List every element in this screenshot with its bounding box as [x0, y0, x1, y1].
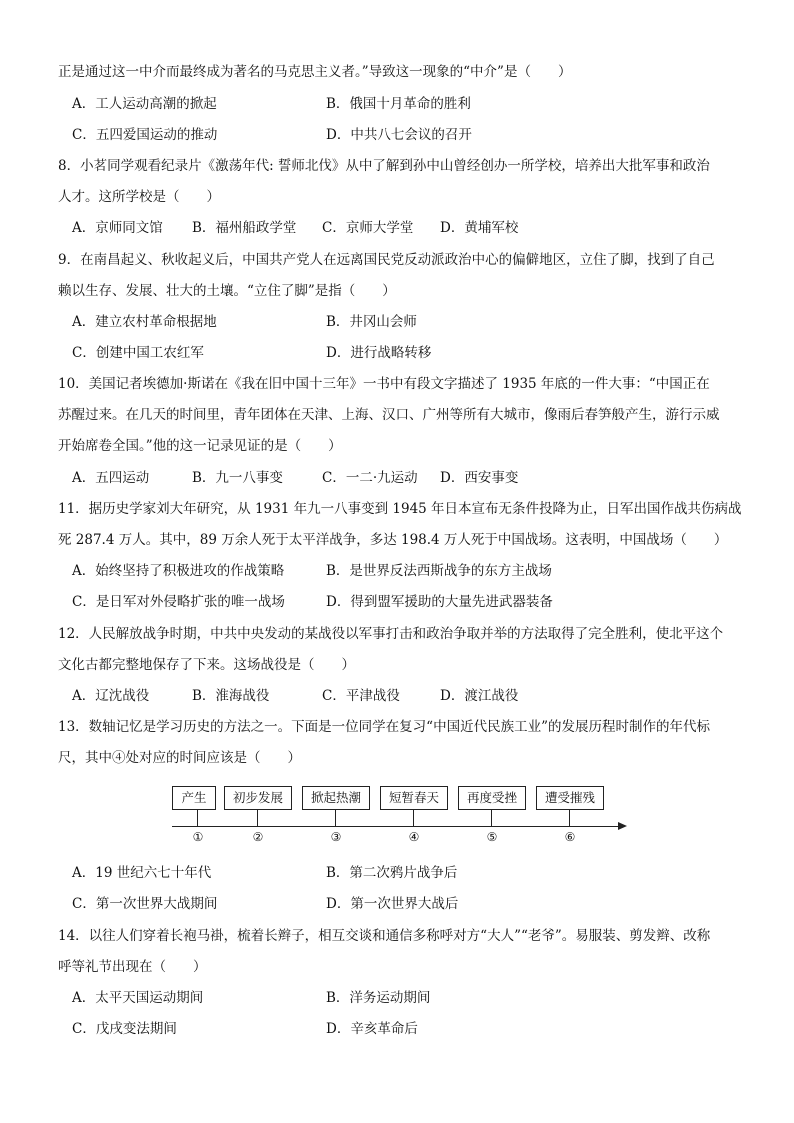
q14-option-b[interactable]: B．洋务运动期间 [326, 990, 431, 1006]
timeline-arrow-icon [618, 822, 627, 830]
q12-option-d[interactable]: D．渡江战役 [440, 688, 519, 704]
timeline-stage-4: 短暂春天 [380, 786, 448, 810]
q12-option-b[interactable]: B．淮海战役 [192, 688, 270, 704]
industry-timeline-diagram [160, 786, 630, 846]
q7-option-a[interactable]: A．工人运动高潮的掀起 [72, 96, 217, 112]
q13-option-c[interactable]: C．第一次世界大战期间 [72, 896, 218, 912]
q9-option-d[interactable]: D．进行战略转移 [326, 345, 432, 361]
q11-option-c[interactable]: C．是日军对外侵略扩张的唯一战场 [72, 594, 285, 610]
q10-stem-line3: 开始席卷全国。”他的这一记录见证的是（ ） [58, 438, 342, 454]
timeline-mark-1: ① [192, 830, 204, 844]
q13-option-d[interactable]: D．第一次世界大战后 [326, 896, 459, 912]
timeline-mark-6: ⑥ [564, 830, 576, 844]
timeline-stage-3: 掀起热潮 [302, 786, 370, 810]
q11-stem-line1: 11．据历史学家刘大年研究，从 1931 年九一八事变到 1945 年日本宣布无条件投降为止，日军出国作战共伤病战 [58, 501, 742, 517]
q13-option-b[interactable]: B．第二次鸦片战争后 [326, 865, 458, 881]
q10-option-d[interactable]: D．西安事变 [440, 470, 519, 486]
q13-option-a[interactable]: A．19 世纪六七十年代 [72, 865, 212, 881]
q8-stem-line2: 人才。这所学校是（ ） [58, 189, 220, 205]
q9-option-b[interactable]: B．井冈山会师 [326, 314, 417, 330]
q13-stem-line1: 13．数轴记忆是学习历史的方法之一。下面是一位同学在复习“中国近代民族工业”的发展历程时制作的年代标 [58, 719, 710, 735]
q14-stem-line1: 14．以往人们穿着长袍马褂，梳着长辫子，相互交谈和通信多称呼对方“大人”“老爷”。易服装、剪发辫、改称 [58, 928, 711, 944]
timeline-tick [257, 809, 258, 826]
q11-option-d[interactable]: D．得到盟军援助的大量先进武器装备 [326, 594, 553, 610]
q10-option-b[interactable]: B．九一八事变 [192, 470, 283, 486]
q13-stem-line2: 尺，其中④处对应的时间应该是（ ） [58, 750, 301, 766]
q12-stem-line2: 文化古都完整地保存了下来。这场战役是（ ） [58, 657, 355, 673]
q11-stem-line2: 死 287.4 万人。其中，89 万余人死于太平洋战争，多达 198.4 万人死于中国战场。这表明，中国战场（ ） [58, 532, 728, 548]
q12-stem-line1: 12．人民解放战争时期，中共中央发动的某战役以军事打击和政治争取并举的方法取得了完全胜利，使北平这个 [58, 626, 724, 642]
timeline-stage-6: 遭受摧残 [536, 786, 604, 810]
q8-option-d[interactable]: D．黄埔军校 [440, 220, 519, 236]
q11-option-a[interactable]: A．始终坚持了积极进攻的作战策略 [72, 563, 285, 579]
q14-option-a[interactable]: A．太平天国运动期间 [72, 990, 204, 1006]
timeline-stage-5: 再度受挫 [458, 786, 526, 810]
q7-option-c[interactable]: C．五四爱国运动的推动 [72, 127, 218, 143]
timeline-mark-5: ⑤ [486, 830, 498, 844]
timeline-tick [491, 809, 492, 826]
q10-option-a[interactable]: A．五四运动 [72, 470, 150, 486]
timeline-tick [569, 809, 570, 826]
q8-option-a[interactable]: A．京师同文馆 [72, 220, 163, 236]
timeline-mark-2: ② [252, 830, 264, 844]
timeline-mark-4: ④ [408, 830, 420, 844]
timeline-mark-3: ③ [330, 830, 342, 844]
q8-stem-line1: 8．小茗同学观看纪录片《激荡年代: 誓师北伐》从中了解到孙中山曾经创办一所学校，培养出大批军事和政治 [58, 158, 710, 174]
q7-option-b[interactable]: B．俄国十月革命的胜利 [326, 96, 471, 112]
q10-stem-line2: 苏醒过来。在几天的时间里，青年团体在天津、上海、汉口、广州等所有大城市，像雨后春笋般产生，游行示威 [58, 407, 720, 423]
q8-option-c[interactable]: C．京师大学堂 [322, 220, 414, 236]
q14-option-d[interactable]: D．辛亥革命后 [326, 1021, 418, 1037]
q11-option-b[interactable]: B．是世界反法西斯战争的东方主战场 [326, 563, 552, 579]
q12-option-a[interactable]: A．辽沈战役 [72, 688, 150, 704]
q8-option-b[interactable]: B．福州船政学堂 [192, 220, 297, 236]
q9-option-a[interactable]: A．建立农村革命根据地 [72, 314, 217, 330]
q12-option-c[interactable]: C．平津战役 [322, 688, 400, 704]
timeline-stage-1: 产生 [172, 786, 216, 810]
q7-option-d[interactable]: D．中共八七会议的召开 [326, 127, 472, 143]
q7-stem: 正是通过这一中介而最终成为著名的马克思主义者。”导致这一现象的“中介”是（ ） [58, 64, 572, 80]
timeline-tick [335, 809, 336, 826]
timeline-tick [197, 809, 198, 826]
timeline-axis [172, 826, 620, 827]
q9-stem-line2: 赖以生存、发展、壮大的土壤。“立住了脚”是指（ ） [58, 283, 396, 299]
q9-option-c[interactable]: C．创建中国工农红军 [72, 345, 204, 361]
timeline-stage-2: 初步发展 [224, 786, 292, 810]
timeline-tick [413, 809, 414, 826]
q10-stem-line1: 10．美国记者埃德加·斯诺在《我在旧中国十三年》一书中有段文字描述了 1935 年底的一件大事：“中国正在 [58, 376, 710, 392]
q14-stem-line2: 呼等礼节出现在（ ） [58, 959, 207, 975]
q14-option-c[interactable]: C．戊戌变法期间 [72, 1021, 177, 1037]
q10-option-c[interactable]: C．一二·九运动 [322, 470, 418, 486]
q9-stem-line1: 9．在南昌起义、秋收起义后，中国共产党人在远离国民党反动派政治中心的偏僻地区，立住了脚，找到了自己 [58, 252, 715, 268]
